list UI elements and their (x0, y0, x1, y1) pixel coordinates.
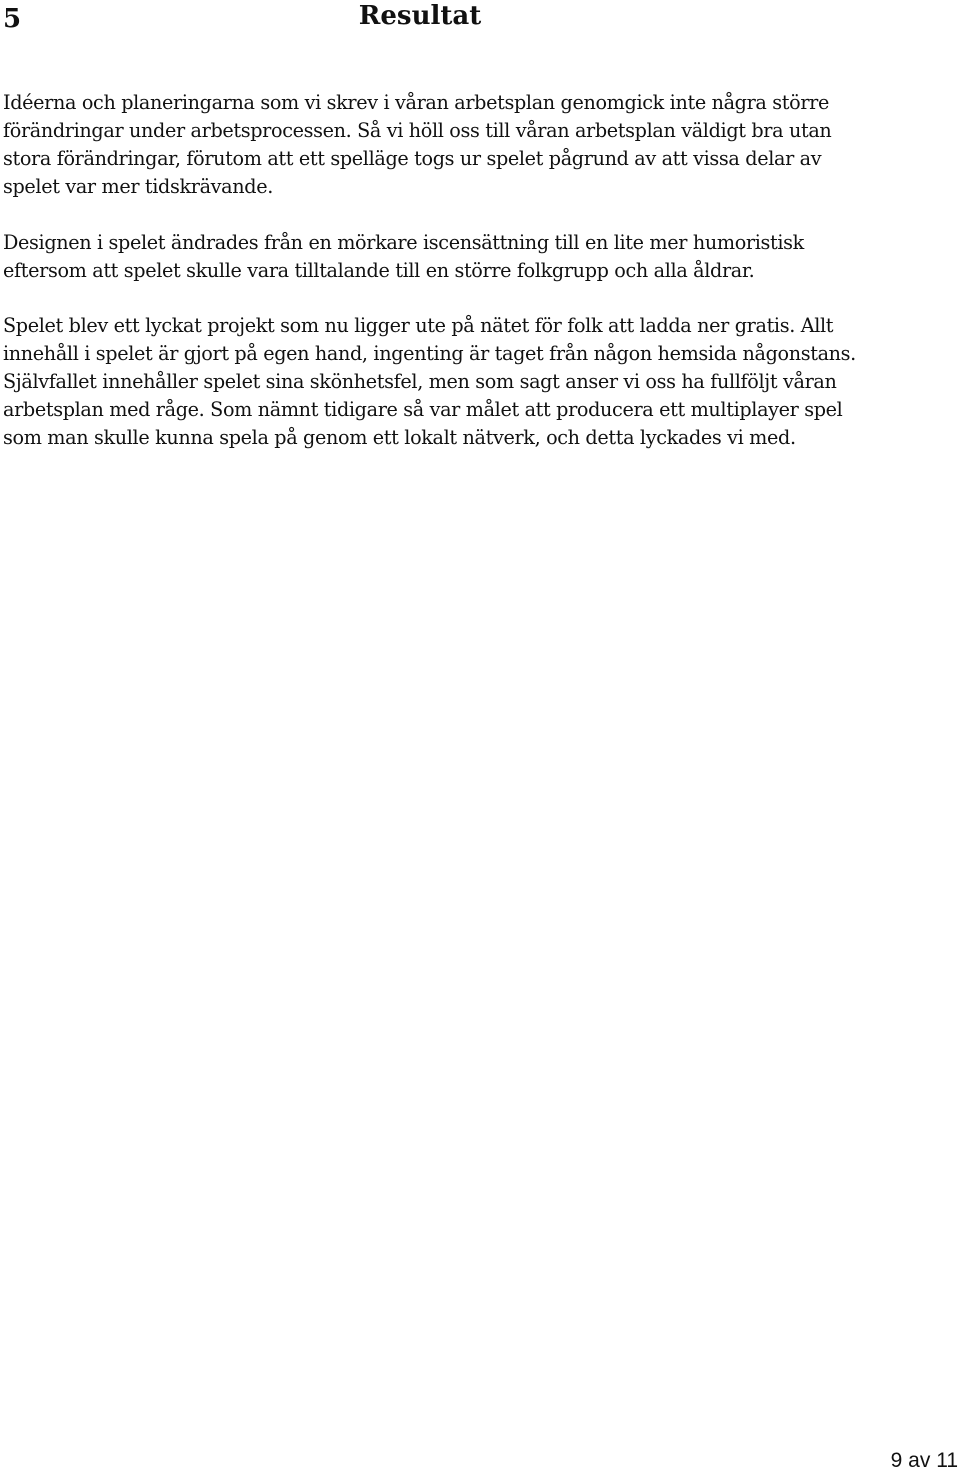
paragraph-design-changes: Designen i spelet ändrades från en mörkare iscensättning till en lite mer humoristisk eftersom att spelet skulle vara tilltalande till en större folkgrupp och alla åldrar. (3, 231, 804, 282)
section-title: Resultat (358, 1, 482, 31)
page-number: 9 av 11 (890, 1449, 958, 1472)
paragraph-plan-changes: Idéerna och planeringarna som vi skrev i våran arbetsplan genomgick inte några större förändringar under arbetsprocessen. Så vi höll oss till våran arbetsplan väldigt bra utan stora förändringar, förutom att ett spelläge togs ur spelet pågrund av att vissa delar av spelet var mer tidskrävande. (3, 91, 832, 198)
section-number: 5 (3, 4, 22, 34)
paragraph-project-outcome: Spelet blev ett lyckat projekt som nu ligger ute på nätet för folk att ladda ner gratis. Allt innehåll i spelet är gjort på egen hand, ingenting är taget från någon hemsida någonstans. Självfallet innehåller spelet sina skönhetsfel, men som sagt anser vi oss ha fullföljt våran arbetsplan med råge. Som nämnt tidigare så var målet att producera ett multiplayer spel som man skulle kunna spela på genom ett lokalt nätverk, och detta lyckades vi med. (3, 314, 856, 449)
